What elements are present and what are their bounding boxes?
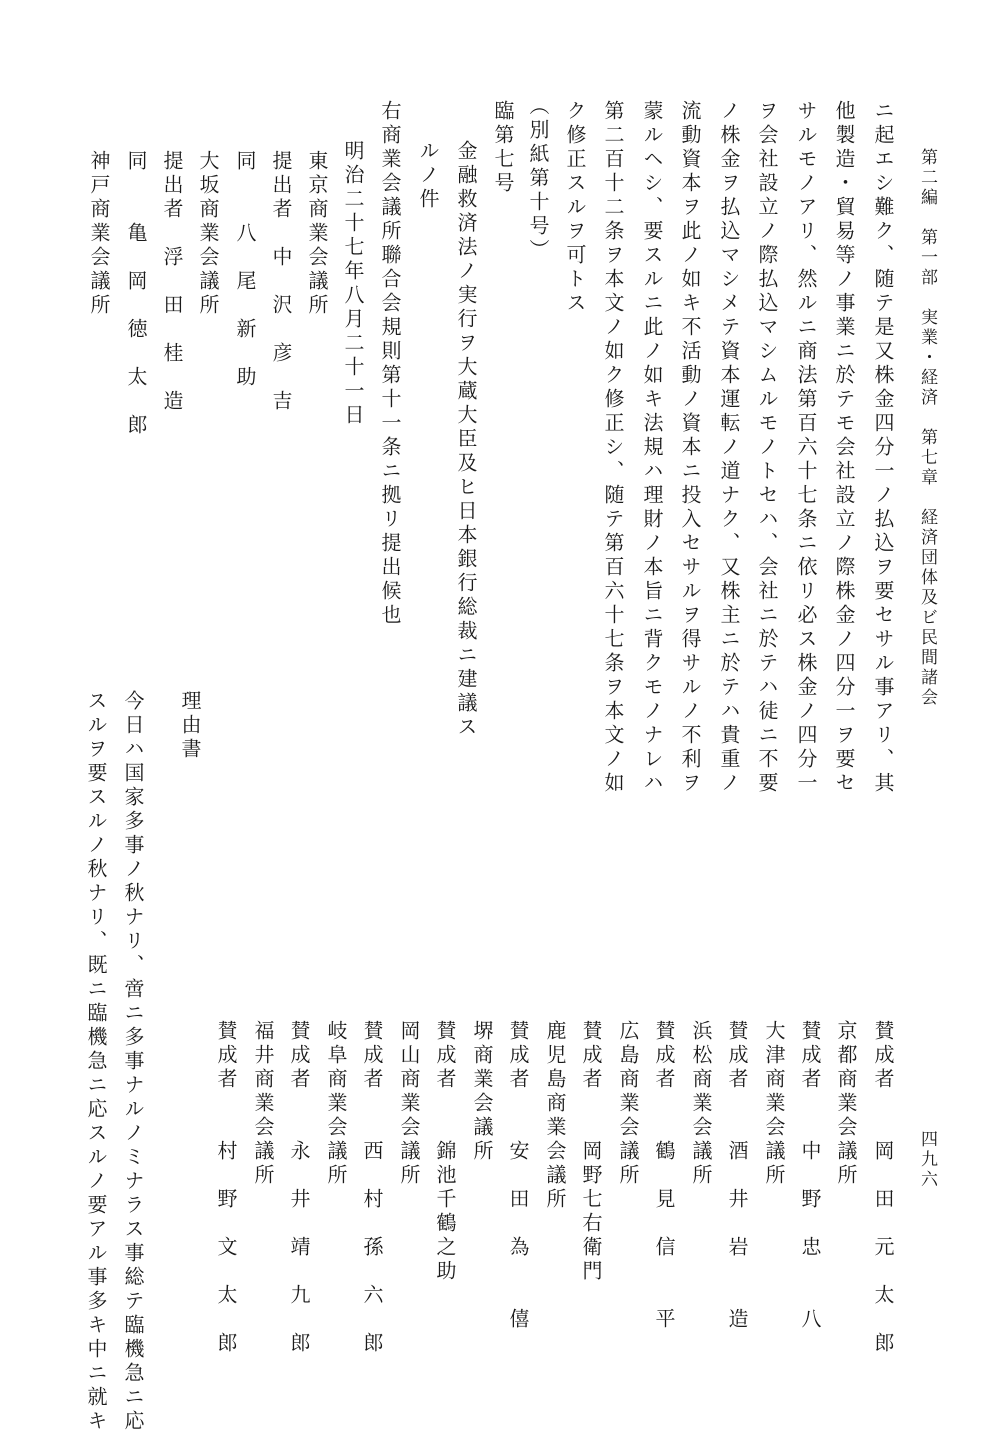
proposer-name: 同 八 尾 新 助 <box>233 150 257 390</box>
proposer-name: 提出者 浮 田 桂 造 <box>160 150 184 414</box>
chamber-kobe: 神戸商業会議所 <box>87 150 111 318</box>
chamber-osaka: 大坂商業会議所 <box>196 150 220 318</box>
proposer-name: 提出者 中 沢 彦 吉 <box>269 150 293 414</box>
body-line: ヲ会社設立ノ際払込マシムルモノトセハ、会社ニ於テハ徒ニ不要 <box>755 100 779 796</box>
submission-statement: 右商業会議所聯合会規則第十一条ニ拠リ提出候也 <box>378 100 402 628</box>
reason-line: 今日ハ国家多事ノ秋ナリ、啻ニ多事ナルノミナラス事総テ臨機急ニ応 <box>121 690 145 1434</box>
supporter-name: 賛成者 村 野 文 太 郎 <box>214 1020 238 1356</box>
body-line: 第二百十二条ヲ本文ノ如ク修正シ、随テ第百六十七条ヲ本文ノ如 <box>601 100 625 796</box>
supporter-name: 賛成者 永 井 靖 九 郎 <box>287 1020 311 1356</box>
body-line: サルモノアリ、然ルニ商法第百六十七条ニ依リ必ス株金ノ四分一 <box>794 100 818 796</box>
supporter-name: 賛成者 中 野 忠 八 <box>798 1020 822 1332</box>
running-header: 第二編 第一部 実業・経済 第七章 経済団体及ビ民間諸会 <box>917 148 937 708</box>
supporter-chamber: 広島商業会議所 <box>616 1020 640 1188</box>
body-line: 他製造・貿易等ノ事業ニ於テモ会社設立ノ際株金ノ四分一ヲ要セ <box>832 100 856 796</box>
document-number: 臨第七号 <box>491 100 515 196</box>
chamber-tokyo: 東京商業会議所 <box>305 150 329 318</box>
supporter-name: 賛成者 錦池千鶴之助 <box>433 1020 457 1284</box>
supporter-chamber: 浜松商業会議所 <box>689 1020 713 1188</box>
supporter-chamber: 鹿児島商業会議所 <box>543 1020 567 1212</box>
supporter-chamber: 福井商業会議所 <box>251 1020 275 1188</box>
supporter-name: 賛成者 酒 井 岩 造 <box>725 1020 749 1332</box>
proposal-title-cont: ルノ件 <box>416 140 440 212</box>
proposal-title: 金融救済法ノ実行ヲ大蔵大臣及ヒ日本銀行総裁ニ建議ス <box>454 140 478 740</box>
reason-line: スルヲ要スルノ秋ナリ、既ニ臨機急ニ応スルノ要アル事多キ中ニ就キ <box>84 690 108 1434</box>
supporter-name: 賛成者 鶴 見 信 平 <box>652 1020 676 1332</box>
supporter-chamber: 岡山商業会議所 <box>397 1020 421 1188</box>
attachment-label: （別紙第十号） <box>526 95 550 263</box>
supporter-name: 賛成者 西 村 孫 六 郎 <box>360 1020 384 1356</box>
body-line: ニ起エシ難ク、随テ是又株金四分一ノ払込ヲ要セサル事アリ、其 <box>871 100 895 796</box>
reason-heading: 理由書 <box>178 690 202 762</box>
supporter-chamber: 堺商業会議所 <box>470 1020 494 1164</box>
date: 明治二十七年八月二十一日 <box>341 140 365 428</box>
supporter-name: 賛成者 岡野七右衛門 <box>579 1020 603 1284</box>
body-line: ノ株金ヲ払込マシメテ資本運転ノ道ナク、又株主ニ於テハ貴重ノ <box>717 100 741 796</box>
body-line: ク修正スルヲ可トス <box>563 100 587 316</box>
proposer-name: 同 亀 岡 徳 太 郎 <box>124 150 148 438</box>
supporter-chamber: 京都商業会議所 <box>834 1020 858 1188</box>
supporter-name: 賛成者 岡 田 元 太 郎 <box>871 1020 895 1356</box>
body-line: 蒙ルヘシ、要スルニ此ノ如キ法規ハ理財ノ本旨ニ背クモノナレハ <box>640 100 664 796</box>
supporter-chamber: 岐阜商業会議所 <box>324 1020 348 1188</box>
body-line: 流動資本ヲ此ノ如キ不活動ノ資本ニ投入セサルヲ得サルノ不利ヲ <box>678 100 702 796</box>
supporter-chamber: 大津商業会議所 <box>762 1020 786 1188</box>
supporter-name: 賛成者 安 田 為 僖 <box>506 1020 530 1332</box>
page-number: 四九六 <box>917 1130 937 1190</box>
